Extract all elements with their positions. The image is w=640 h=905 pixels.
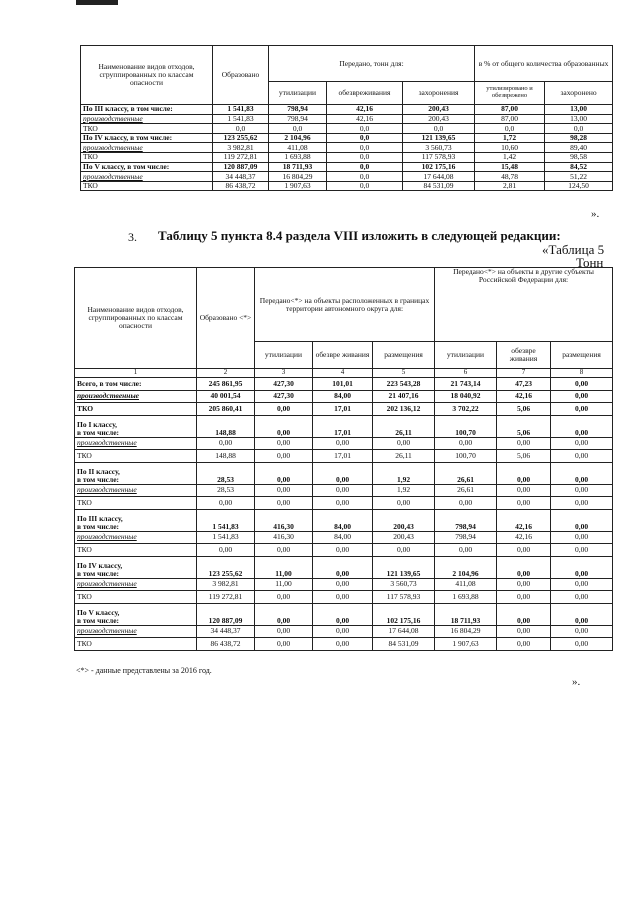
cell-value: 42,16	[497, 509, 551, 531]
row-label: ТКО	[81, 124, 213, 134]
table-row	[81, 114, 613, 124]
cell-value: 121 139,65	[403, 133, 475, 143]
row-label-line: Всего, в том числе:	[77, 378, 142, 388]
closing-quote: ».	[591, 208, 600, 220]
header-generated: Образовано <*>	[197, 268, 255, 369]
cell-value: 0,00	[313, 544, 373, 557]
col-num-6: 6	[435, 369, 497, 378]
cell-value: 0,00	[551, 450, 613, 463]
cell-value: 26,61	[435, 484, 497, 497]
row-label	[75, 497, 197, 510]
cell-value: 0,00	[197, 437, 255, 450]
cell-value: 0,0	[545, 124, 613, 134]
row-label	[75, 403, 197, 416]
cell-value: 17,01	[313, 450, 373, 463]
cell-value: 0,0	[327, 133, 403, 143]
cell-value: 26,11	[373, 415, 435, 437]
cell-value: 0,00	[373, 497, 435, 510]
cell-value: 17 644,08	[373, 625, 435, 638]
row-label-line: ТКО	[77, 638, 92, 648]
cell-value: 0,0	[327, 181, 403, 191]
cell-value: 10,60	[475, 143, 545, 153]
cell-value: 0,0	[327, 143, 403, 153]
cell-value: 427,30	[255, 378, 313, 391]
table-row	[81, 143, 613, 153]
col-num-5: 5	[373, 369, 435, 378]
row-label-line: в том числе:	[77, 568, 120, 578]
cell-value: 42,16	[497, 531, 551, 544]
cell-value: 119 272,81	[197, 591, 255, 604]
header-transferred-other-regions: Передано<*> на объекты в другие субъекты Российской Федерации для:	[435, 268, 613, 342]
header-buried: захоронено	[545, 82, 613, 105]
cell-value: 798,94	[269, 105, 327, 115]
cell-value: 98,58	[545, 152, 613, 162]
cell-value: 200,43	[373, 509, 435, 531]
cell-value: 200,43	[403, 105, 475, 115]
cell-value: 0,00	[497, 462, 551, 484]
row-label-line: ТКО	[77, 403, 94, 413]
cell-value: 0,00	[255, 603, 313, 625]
cell-value: 51,22	[545, 172, 613, 182]
cell-value: 123 255,62	[197, 556, 255, 578]
cell-value: 416,30	[255, 509, 313, 531]
row-label: ТКО	[81, 181, 213, 191]
row-label	[75, 390, 197, 403]
cell-value: 86 438,72	[213, 181, 269, 191]
cell-value: 40 001,54	[197, 390, 255, 403]
cell-value: 0,0	[327, 124, 403, 134]
table-row	[75, 544, 613, 557]
paragraph-text: Таблицу 5 пункта 8.4 раздела VIII изложить в следующей редакции:	[158, 228, 561, 243]
cell-value: 0,00	[497, 484, 551, 497]
cell-value: 117 578,93	[373, 591, 435, 604]
cell-value: 1,72	[475, 133, 545, 143]
cell-value: 0,00	[313, 603, 373, 625]
table-waste-by-class	[80, 45, 613, 191]
cell-value: 0,0	[327, 152, 403, 162]
cell-value: 798,94	[435, 531, 497, 544]
col-num-8: 8	[551, 369, 613, 378]
cell-value: 21 407,16	[373, 390, 435, 403]
cell-value: 120 887,09	[213, 162, 269, 172]
table-5	[74, 267, 613, 651]
cell-value: 18 711,93	[435, 603, 497, 625]
cell-value: 0,00	[255, 625, 313, 638]
cell-value: 0,00	[197, 497, 255, 510]
cell-value: 0,00	[197, 544, 255, 557]
cell-value: 42,16	[327, 114, 403, 124]
cell-value: 26,61	[435, 462, 497, 484]
row-label-line: производственные	[77, 438, 137, 448]
cell-value: 0,00	[497, 591, 551, 604]
row-label-line: ТКО	[77, 497, 92, 507]
cell-value: 427,30	[255, 390, 313, 403]
cell-value: 0,00	[497, 638, 551, 651]
header-utilized-neutralized: утилизировано и обезврежено	[475, 82, 545, 105]
table-row	[75, 390, 613, 403]
cell-value: 148,88	[197, 450, 255, 463]
col-num-2: 2	[197, 369, 255, 378]
cell-value: 48,78	[475, 172, 545, 182]
row-label: По III классу, в том числе:	[81, 105, 213, 115]
row-label-line: производственные	[77, 532, 137, 542]
cell-value: 0,00	[497, 556, 551, 578]
cell-value: 0,00	[497, 578, 551, 591]
cell-value: 0,0	[327, 162, 403, 172]
cell-value: 11,00	[255, 556, 313, 578]
cell-value: 87,00	[475, 114, 545, 124]
row-label	[75, 591, 197, 604]
cell-value: 0,00	[551, 497, 613, 510]
cell-value: 100,70	[435, 415, 497, 437]
cell-value: 1 907,63	[269, 181, 327, 191]
cell-value: 0,00	[551, 531, 613, 544]
table-row	[75, 603, 613, 625]
cell-value: 84 531,09	[373, 638, 435, 651]
cell-value: 1 541,83	[197, 531, 255, 544]
row-label	[75, 509, 197, 531]
cell-value: 28,53	[197, 462, 255, 484]
unit-label: Тонн	[576, 255, 604, 270]
cell-value: 1 693,88	[269, 152, 327, 162]
row-label	[75, 484, 197, 497]
cell-value: 1 541,83	[197, 509, 255, 531]
table-row	[81, 181, 613, 191]
cell-value: 0,00	[373, 544, 435, 557]
cell-value: 0,0	[269, 124, 327, 134]
cell-value: 5,06	[497, 450, 551, 463]
cell-value: 0,00	[497, 625, 551, 638]
cell-value: 100,70	[435, 450, 497, 463]
cell-value: 0,00	[551, 437, 613, 450]
table-row	[75, 462, 613, 484]
cell-value: 102 175,16	[373, 603, 435, 625]
cell-value: 0,00	[313, 578, 373, 591]
cell-value: 84,00	[313, 509, 373, 531]
table-row	[75, 509, 613, 531]
cell-value: 2 104,96	[435, 556, 497, 578]
cell-value: 416,30	[255, 531, 313, 544]
cell-value: 120 887,09	[197, 603, 255, 625]
cell-value: 0,00	[255, 403, 313, 416]
cell-value: 205 860,41	[197, 403, 255, 416]
cell-value: 17 644,08	[403, 172, 475, 182]
cell-value: 0,00	[313, 556, 373, 578]
table-row	[75, 531, 613, 544]
cell-value: 200,43	[403, 114, 475, 124]
cell-value: 5,06	[497, 415, 551, 437]
table-row	[75, 578, 613, 591]
cell-value: 18 040,92	[435, 390, 497, 403]
header-utilization-2: утилизации	[435, 342, 497, 369]
cell-value: 798,94	[435, 509, 497, 531]
header-neutralization: обезвреживания	[327, 82, 403, 105]
cell-value: 3 702,22	[435, 403, 497, 416]
row-label-line: производственные	[77, 579, 137, 589]
cell-value: 124,50	[545, 181, 613, 191]
header-percent: в % от общего количества образованных	[475, 46, 613, 82]
cell-value: 1,42	[475, 152, 545, 162]
table-row	[81, 152, 613, 162]
cell-value: 117 578,93	[403, 152, 475, 162]
cell-value: 0,00	[255, 484, 313, 497]
cell-value: 0,00	[313, 462, 373, 484]
cell-value: 1,92	[373, 484, 435, 497]
header-burial: захоронения	[403, 82, 475, 105]
row-label-line: По V классу,	[77, 607, 120, 617]
cell-value: 148,88	[197, 415, 255, 437]
row-label: производственные	[81, 143, 213, 153]
cell-value: 15,48	[475, 162, 545, 172]
cell-value: 98,28	[545, 133, 613, 143]
cell-value: 0,00	[313, 497, 373, 510]
cell-value: 0,00	[551, 603, 613, 625]
cell-value: 0,00	[255, 544, 313, 557]
cell-value: 84 531,09	[403, 181, 475, 191]
cell-value: 411,08	[269, 143, 327, 153]
cell-value: 0,0	[475, 124, 545, 134]
cell-value: 84,00	[313, 531, 373, 544]
cell-value: 0,00	[551, 462, 613, 484]
cell-value: 0,00	[551, 415, 613, 437]
row-label-line: ТКО	[77, 591, 92, 601]
cell-value: 0,00	[497, 497, 551, 510]
cell-value: 411,08	[435, 578, 497, 591]
row-label-line: По II классу,	[77, 466, 120, 476]
cell-value: 0,00	[255, 638, 313, 651]
cell-value: 119 272,81	[213, 152, 269, 162]
cell-value: 123 255,62	[213, 133, 269, 143]
cell-value: 0,00	[551, 378, 613, 391]
table-row	[75, 450, 613, 463]
cell-value: 0,00	[313, 625, 373, 638]
cell-value: 17,01	[313, 415, 373, 437]
row-label: По V классу, в том числе:	[81, 162, 213, 172]
table-row	[75, 484, 613, 497]
row-label-line: производственные	[77, 391, 140, 401]
cell-value: 0,00	[497, 437, 551, 450]
row-label-line: производственные	[77, 626, 137, 636]
cell-value: 0,00	[313, 484, 373, 497]
table-caption: «Таблица 5	[542, 242, 605, 257]
cell-value: 1 541,83	[213, 105, 269, 115]
cell-value: 202 136,12	[373, 403, 435, 416]
row-label: ТКО	[81, 152, 213, 162]
cell-value: 11,00	[255, 578, 313, 591]
row-label-line: По I классу,	[77, 419, 117, 429]
row-label	[75, 531, 197, 544]
cell-value: 0,00	[255, 497, 313, 510]
row-label-line: в том числе:	[77, 427, 120, 437]
table-row	[81, 133, 613, 143]
cell-value: 3 982,81	[197, 578, 255, 591]
cell-value: 89,40	[545, 143, 613, 153]
row-label	[75, 556, 197, 578]
paragraph-number: 3.	[128, 230, 137, 244]
closing-quote: ».	[572, 676, 581, 688]
row-label-line: По IV классу,	[77, 560, 123, 570]
row-label-line: производственные	[77, 485, 137, 495]
cell-value: 0,00	[551, 484, 613, 497]
table-row	[75, 497, 613, 510]
cell-value: 13,00	[545, 114, 613, 124]
cell-value: 1 541,83	[213, 114, 269, 124]
cell-value: 34 448,37	[213, 172, 269, 182]
cell-value: 0,00	[551, 625, 613, 638]
row-label	[75, 378, 197, 391]
table-row	[81, 105, 613, 115]
table-row	[75, 638, 613, 651]
col-num-7: 7	[497, 369, 551, 378]
cell-value: 0,00	[435, 544, 497, 557]
cell-value: 42,16	[497, 390, 551, 403]
cell-value: 26,11	[373, 450, 435, 463]
cell-value: 2,81	[475, 181, 545, 191]
row-label	[75, 638, 197, 651]
cell-value: 223 543,28	[373, 378, 435, 391]
cell-value: 0,00	[497, 544, 551, 557]
cell-value: 0,0	[213, 124, 269, 134]
row-label	[75, 603, 197, 625]
col-num-4: 4	[313, 369, 373, 378]
cell-value: 16 804,29	[435, 625, 497, 638]
cell-value: 21 743,14	[435, 378, 497, 391]
cell-value: 84,00	[313, 390, 373, 403]
cell-value: 0,00	[551, 390, 613, 403]
header-placement: размещения	[373, 342, 435, 369]
cell-value: 34 448,37	[197, 625, 255, 638]
cell-value: 0,00	[373, 437, 435, 450]
cell-value: 0,00	[551, 556, 613, 578]
cell-value: 0,00	[497, 603, 551, 625]
cell-value: 1,92	[373, 462, 435, 484]
table-row	[75, 591, 613, 604]
table-row	[81, 172, 613, 182]
row-label: По IV классу, в том числе:	[81, 133, 213, 143]
cell-value: 47,23	[497, 378, 551, 391]
cell-value: 121 139,65	[373, 556, 435, 578]
row-label	[75, 578, 197, 591]
cell-value: 0,00	[551, 578, 613, 591]
table-row	[75, 625, 613, 638]
cell-value: 0,00	[313, 638, 373, 651]
cell-value: 86 438,72	[197, 638, 255, 651]
header-transferred: Передано, тонн для:	[269, 46, 475, 82]
cell-value: 0,00	[551, 544, 613, 557]
row-label-line: в том числе:	[77, 521, 120, 531]
row-label-line: ТКО	[77, 544, 92, 554]
scan-artifact	[76, 0, 118, 5]
table-row	[75, 556, 613, 578]
cell-value: 245 861,95	[197, 378, 255, 391]
row-label	[75, 544, 197, 557]
table-row	[81, 124, 613, 134]
row-label	[75, 462, 197, 484]
row-label: производственные	[81, 172, 213, 182]
cell-value: 0,00	[255, 415, 313, 437]
cell-value: 84,52	[545, 162, 613, 172]
row-label: производственные	[81, 114, 213, 124]
cell-value: 17,01	[313, 403, 373, 416]
header-neutralization: обезвре живания	[313, 342, 373, 369]
cell-value: 0,00	[435, 437, 497, 450]
cell-value: 3 560,73	[403, 143, 475, 153]
cell-value: 0,00	[551, 638, 613, 651]
cell-value: 0,00	[255, 591, 313, 604]
cell-value: 0,00	[255, 450, 313, 463]
row-label-line: в том числе:	[77, 474, 120, 484]
cell-value: 0,00	[551, 509, 613, 531]
cell-value: 0,00	[313, 437, 373, 450]
cell-value: 5,06	[497, 403, 551, 416]
footnote: <*> - данные представлены за 2016 год.	[76, 666, 212, 675]
table-row	[81, 162, 613, 172]
header-neutralization-2: обезвре живания	[497, 342, 551, 369]
col-num-1: 1	[75, 369, 197, 378]
cell-value: 0,0	[403, 124, 475, 134]
cell-value: 0,00	[313, 591, 373, 604]
cell-value: 0,00	[255, 462, 313, 484]
header-waste-types: Наименование видов отходов, сгруппированных по классам опасности	[75, 268, 197, 369]
header-placement-2: размещения	[551, 342, 613, 369]
cell-value: 87,00	[475, 105, 545, 115]
row-label	[75, 625, 197, 638]
cell-value: 1 907,63	[435, 638, 497, 651]
table-row	[75, 415, 613, 437]
col-num-3: 3	[255, 369, 313, 378]
header-utilization: утилизации	[255, 342, 313, 369]
header-generated: Образовано	[213, 46, 269, 105]
cell-value: 3 560,73	[373, 578, 435, 591]
cell-value: 3 982,81	[213, 143, 269, 153]
cell-value: 28,53	[197, 484, 255, 497]
table-row	[75, 378, 613, 391]
row-label-line: ТКО	[77, 450, 92, 460]
row-label	[75, 450, 197, 463]
header-waste-types: Наименование видов отходов, сгруппированных по классам опасности	[81, 46, 213, 105]
row-label-line: По III классу,	[77, 513, 123, 523]
row-label	[75, 437, 197, 450]
cell-value: 2 104,96	[269, 133, 327, 143]
cell-value: 0,00	[255, 437, 313, 450]
cell-value: 102 175,16	[403, 162, 475, 172]
header-utilization: утилизации	[269, 82, 327, 105]
cell-value: 0,0	[327, 172, 403, 182]
row-label	[75, 415, 197, 437]
cell-value: 101,01	[313, 378, 373, 391]
cell-value: 200,43	[373, 531, 435, 544]
cell-value: 16 804,29	[269, 172, 327, 182]
cell-value: 0,00	[551, 591, 613, 604]
header-transferred-local: Передано<*> на объекты расположенных в границах территории автономного округа для:	[255, 268, 435, 342]
cell-value: 1 693,88	[435, 591, 497, 604]
table-row	[75, 403, 613, 416]
row-label-line: в том числе:	[77, 615, 120, 625]
cell-value: 0,00	[435, 497, 497, 510]
cell-value: 18 711,93	[269, 162, 327, 172]
cell-value: 798,94	[269, 114, 327, 124]
table-row	[75, 437, 613, 450]
cell-value: 13,00	[545, 105, 613, 115]
cell-value: 42,16	[327, 105, 403, 115]
cell-value: 0,00	[551, 403, 613, 416]
